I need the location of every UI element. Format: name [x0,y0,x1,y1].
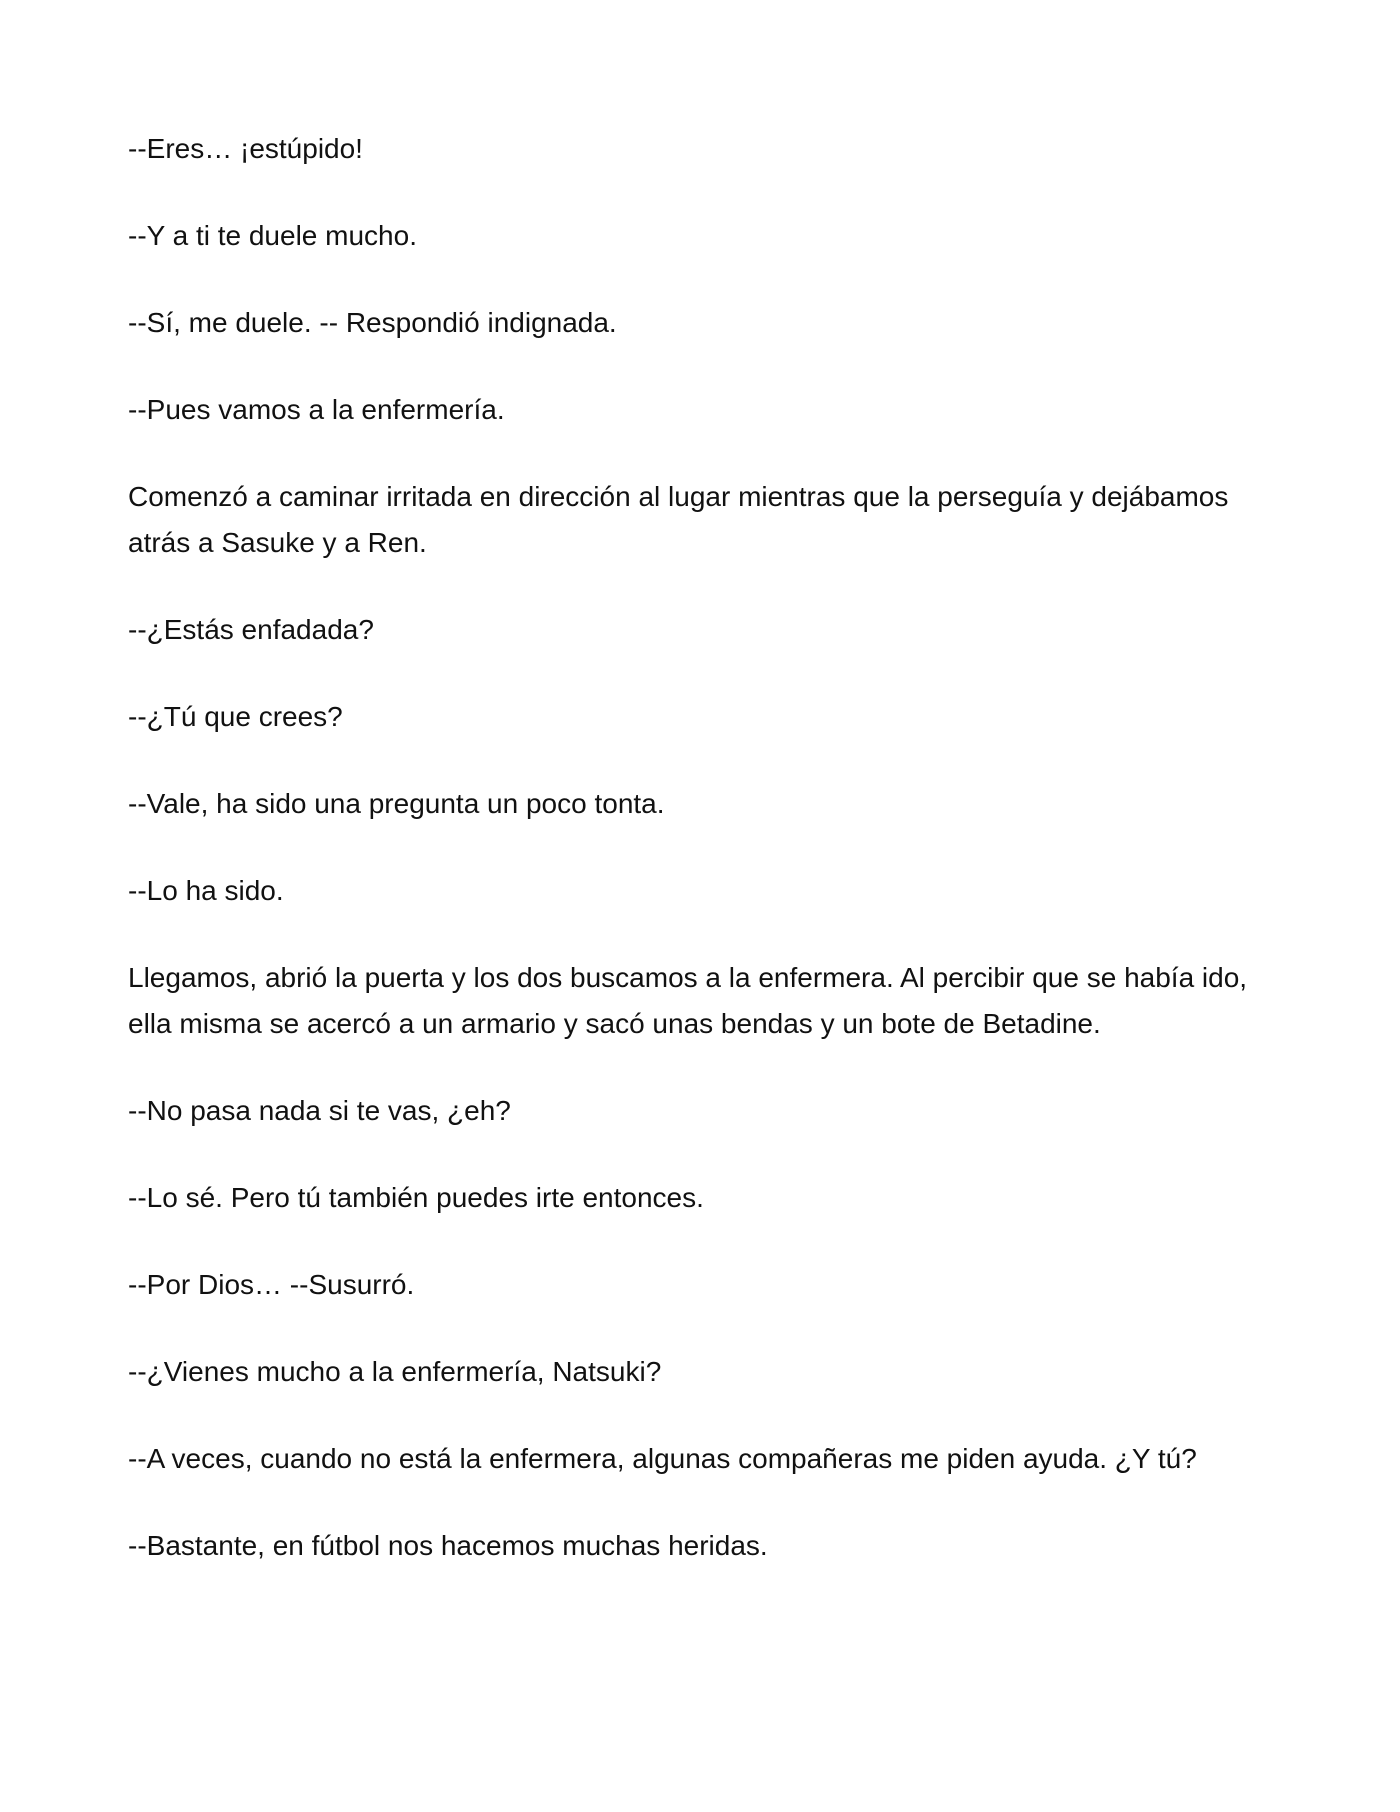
paragraph: --Por Dios… --Susurró. [128,1269,415,1300]
paragraph: --A veces, cuando no está la enfermera, algunas compañeras me piden ayuda. ¿Y tú? [128,1443,1197,1474]
paragraph: Comenzó a caminar irritada en dirección al lugar mientras que la perseguía y dejábamos atrás a Sasuke y a Ren. [128,481,1229,558]
paragraph: --¿Vienes mucho a la enfermería, Natsuki? [128,1356,662,1387]
paragraph: --¿Estás enfadada? [128,614,374,645]
document-body [128,126,1278,1610]
paragraph: Llegamos, abrió la puerta y los dos buscamos a la enfermera. Al percibir que se había ido, ella misma se acercó a un armario y sacó unas bendas y un bote de Betadine. [128,962,1248,1039]
paragraph: --Lo sé. Pero tú también puedes irte entonces. [128,1182,704,1213]
paragraph: --Y a ti te duele mucho. [128,220,417,251]
paragraph: --Lo ha sido. [128,875,284,906]
paragraph: --Vale, ha sido una pregunta un poco tonta. [128,788,665,819]
paragraph: --¿Tú que crees? [128,701,343,732]
paragraph: --Bastante, en fútbol nos hacemos muchas heridas. [128,1530,768,1561]
paragraph: --Pues vamos a la enfermería. [128,394,505,425]
paragraph: --Eres… ¡estúpido! [128,133,363,164]
paragraph: --No pasa nada si te vas, ¿eh? [128,1095,511,1126]
paragraph: --Sí, me duele. -- Respondió indignada. [128,307,617,338]
